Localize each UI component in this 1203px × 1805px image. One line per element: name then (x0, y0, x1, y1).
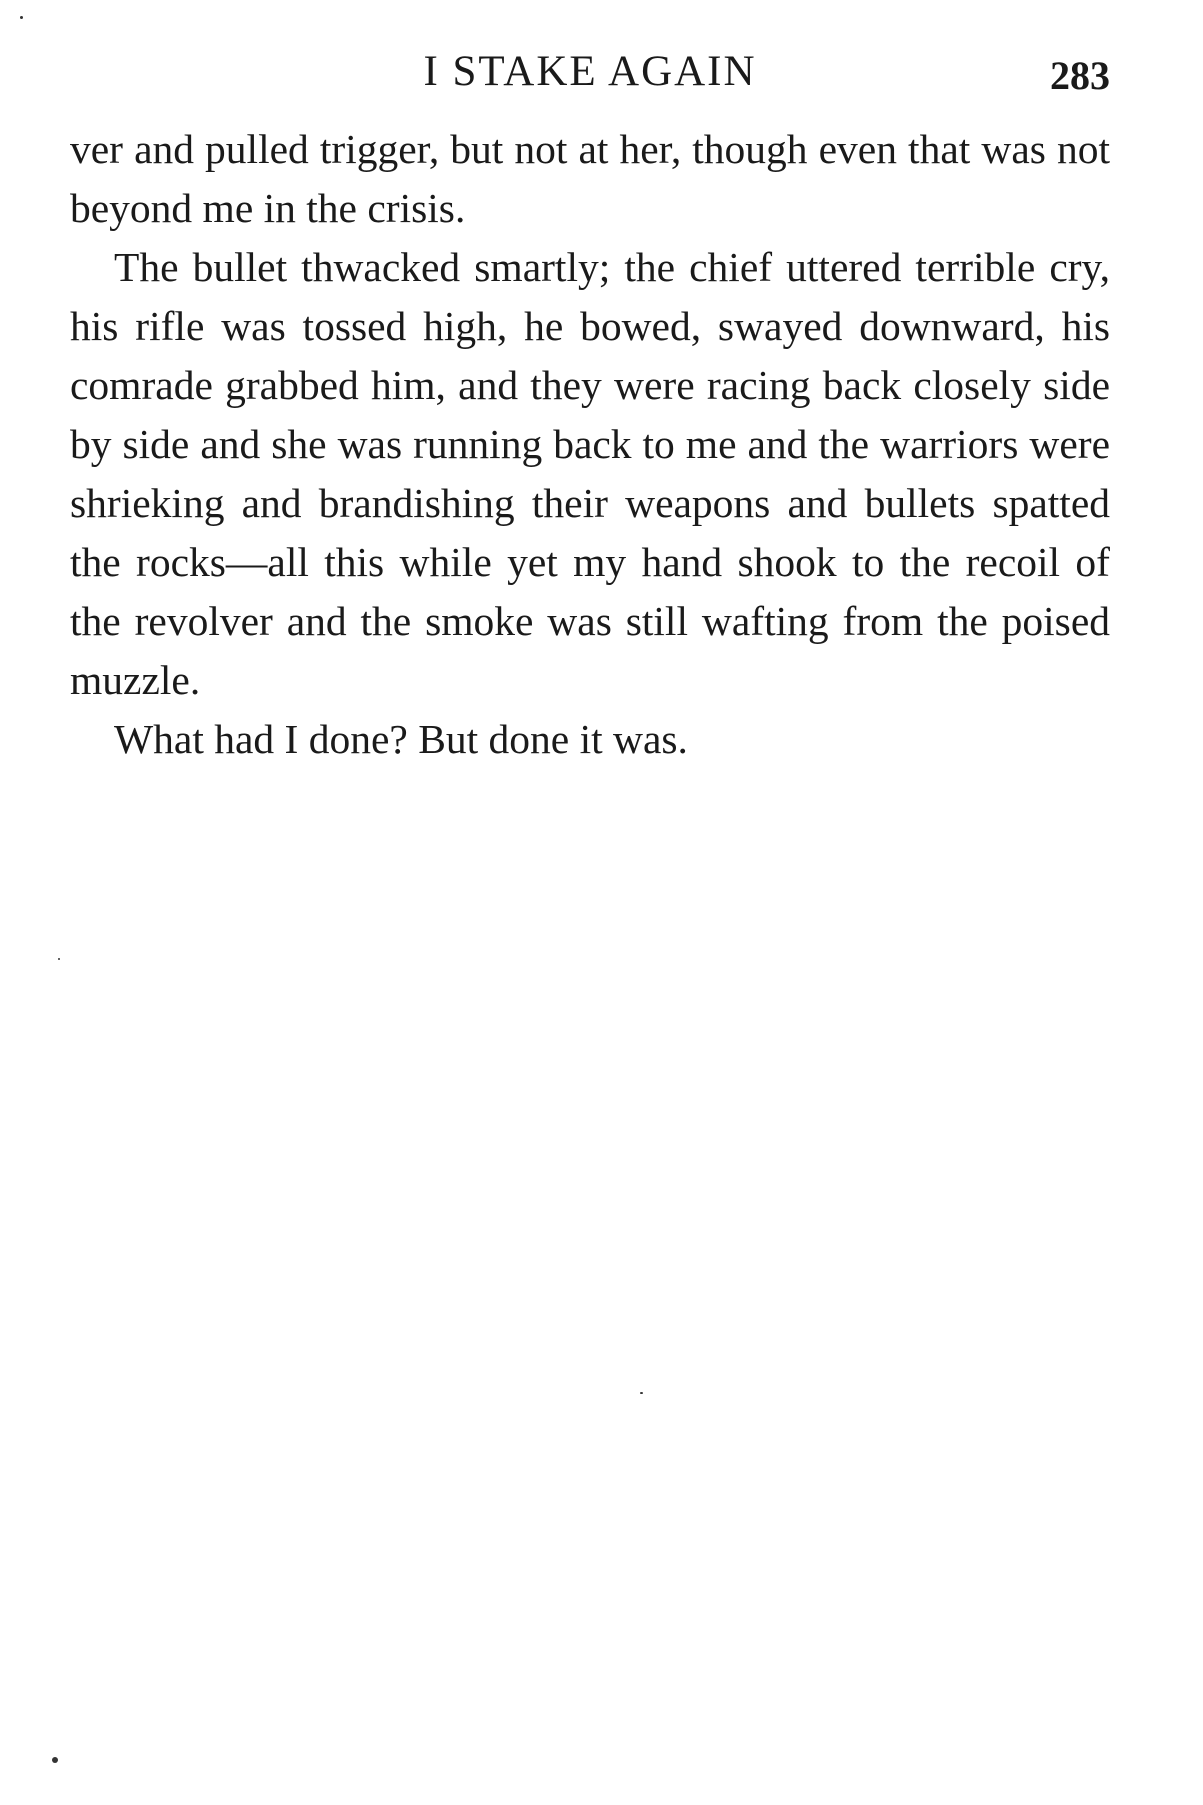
running-title: I STAKE AGAIN (423, 48, 757, 95)
paragraph-continued: ver and pulled trigger, but not at her, though even that was not beyond me in the crisis. (70, 126, 1110, 231)
scan-speck (20, 16, 23, 19)
body-text (70, 120, 1110, 769)
scan-speck (640, 1392, 643, 1394)
scan-speck (52, 1757, 58, 1763)
running-head (70, 42, 1110, 102)
paragraph: What had I done? But done it was. (114, 716, 688, 762)
scan-speck (58, 958, 60, 960)
page-number: 283 (1050, 53, 1110, 98)
paragraph: The bullet thwacked smartly; the chief uttered terrible cry, his rifle was tossed high, he bowed, swayed downward, his comrade grabbed him, and they were racing back closely side by side and she was running back to me and the warriors were shrieking and brandishing their weapons and bullets spatted the rocks—all this while yet my hand shook to the recoil of the revolver and the smoke was still wafting from the poised muzzle. (70, 244, 1110, 703)
